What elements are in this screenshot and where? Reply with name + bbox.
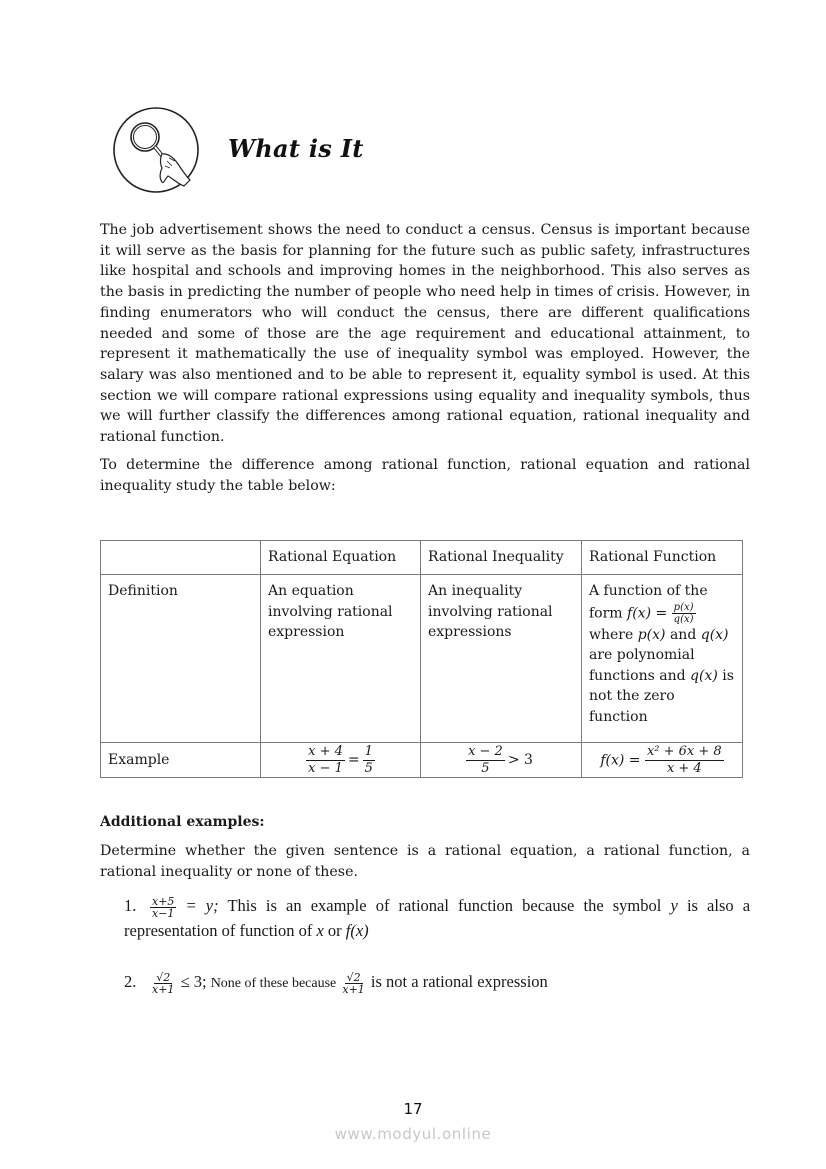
example-item-1	[124, 894, 750, 942]
item2-den-2: x+1	[342, 982, 365, 996]
example-function	[582, 743, 743, 778]
table-header-empty	[101, 541, 261, 575]
ex-eq-den: x − 1	[308, 760, 343, 776]
item2-fraction-2	[340, 972, 366, 995]
item-number: 2.	[124, 972, 137, 991]
item1-den: x−1	[152, 906, 175, 920]
def-fn-p: p(x)	[637, 626, 666, 643]
ex-ineq-op: > 3	[507, 752, 533, 768]
item1-text-a: This is an example of rational function because the symbol	[227, 896, 662, 915]
ex-fn-fraction	[645, 744, 724, 777]
ex-eq-op: =	[347, 752, 360, 768]
definition-equation: An equation involving rational expression	[261, 575, 421, 743]
item2-den: x+1	[152, 982, 175, 996]
item1-var: x	[316, 920, 324, 940]
item2-num-2: √2	[346, 970, 361, 984]
def-fn-num: p(x)	[673, 601, 694, 613]
page-number: 17	[403, 1100, 423, 1118]
additional-examples-heading: Additional examples:	[100, 814, 265, 830]
item1-fraction	[150, 896, 176, 919]
item1-expr-tail: = y;	[185, 896, 219, 915]
table-header-row	[101, 541, 743, 575]
item2-expr-tail: ≤ 3;	[180, 972, 207, 991]
item1-or: or	[327, 920, 342, 940]
example-label: Example	[101, 743, 261, 778]
example-item-2	[124, 970, 750, 995]
section-header	[112, 106, 200, 194]
def-fn-fraction	[672, 602, 696, 625]
watermark-link[interactable]: www.modyul.online	[334, 1125, 492, 1143]
definition-function	[582, 575, 743, 743]
def-fn-q2: q(x)	[690, 667, 718, 684]
def-fn-are: are polynomial functions and	[589, 647, 695, 684]
ex-fn-lhs: f(x) =	[600, 752, 641, 768]
ex-fn-den: x + 4	[666, 760, 702, 776]
magnifying-glass-icon	[112, 106, 200, 194]
item2-text-b: is not a rational expression	[370, 972, 548, 991]
def-fn-q: q(x)	[700, 626, 729, 643]
ex-eq-lhs-fraction	[306, 744, 345, 777]
item2-num: √2	[156, 970, 171, 984]
def-fn-den: q(x)	[673, 613, 694, 625]
ex-eq-num: x + 4	[308, 743, 343, 759]
ex-ineq-num: x − 2	[468, 743, 503, 759]
table-row-example	[101, 743, 743, 778]
item2-text-a: None of these because	[210, 976, 337, 991]
intro-paragraph: The job advertisement shows the need to conduct a census. Census is important because it will serve as the basis for planning for the future such as public safety, infrastructures like hospital and schools and improving homes in the neighborhood. This also serves as the basis in predicting the number of people who need help in times of crisis. However, in finding enumerators who will conduct the census, there are different qualifications needed and some of those are the age requirement and educational attainment, to represent it mathematically the use of inequality symbol was employed. However, the salary was also mentioned and to be able to represent it, equality symbol is used. At this section we will compare rational expressions using equality and inequality symbols, thus we will further classify the differences among rational equation, rational inequality and rational function.	[100, 222, 750, 446]
item1-symbol: y	[670, 896, 678, 915]
definition-inequality: An inequality involving rational expressions	[421, 575, 582, 743]
ex-eq-rhs-num: 1	[364, 743, 373, 759]
def-fn-lhs: f(x) =	[627, 605, 668, 621]
def-fn-tail: is not the zero function	[589, 667, 734, 725]
item-number: 1.	[124, 896, 137, 915]
comparison-table	[100, 540, 743, 778]
section-title: What is It	[228, 134, 364, 163]
ex-fn-num: x² + 6x + 8	[646, 743, 722, 759]
example-equation	[261, 743, 421, 778]
ex-eq-rhs-den: 5	[364, 760, 373, 776]
ex-ineq-den: 5	[481, 760, 490, 776]
definition-label: Definition	[101, 575, 261, 743]
def-fn-prefix: A function of the form	[589, 583, 708, 621]
item1-text-b: is also a representation of function of	[124, 896, 751, 940]
table-header-rational-equation: Rational Equation	[261, 541, 421, 575]
table-header-rational-inequality: Rational Inequality	[421, 541, 582, 575]
item2-fraction	[150, 972, 176, 995]
additional-instruction: Determine whether the given sentence is a rational equation, a rational function, a rational inequality or none of these.	[100, 843, 750, 880]
ex-eq-rhs-fraction	[363, 744, 375, 777]
item1-fx: f(x)	[345, 920, 369, 940]
example-inequality	[421, 743, 582, 778]
table-intro-paragraph: To determine the difference among rational function, rational equation and rational inequality study the table below:	[100, 457, 750, 494]
table-row-definition	[101, 575, 743, 743]
def-fn-and: and	[669, 626, 697, 643]
table-header-rational-function: Rational Function	[582, 541, 743, 575]
ex-ineq-fraction	[466, 744, 505, 777]
item1-num: x+5	[152, 894, 175, 908]
def-fn-where: where	[589, 626, 634, 643]
